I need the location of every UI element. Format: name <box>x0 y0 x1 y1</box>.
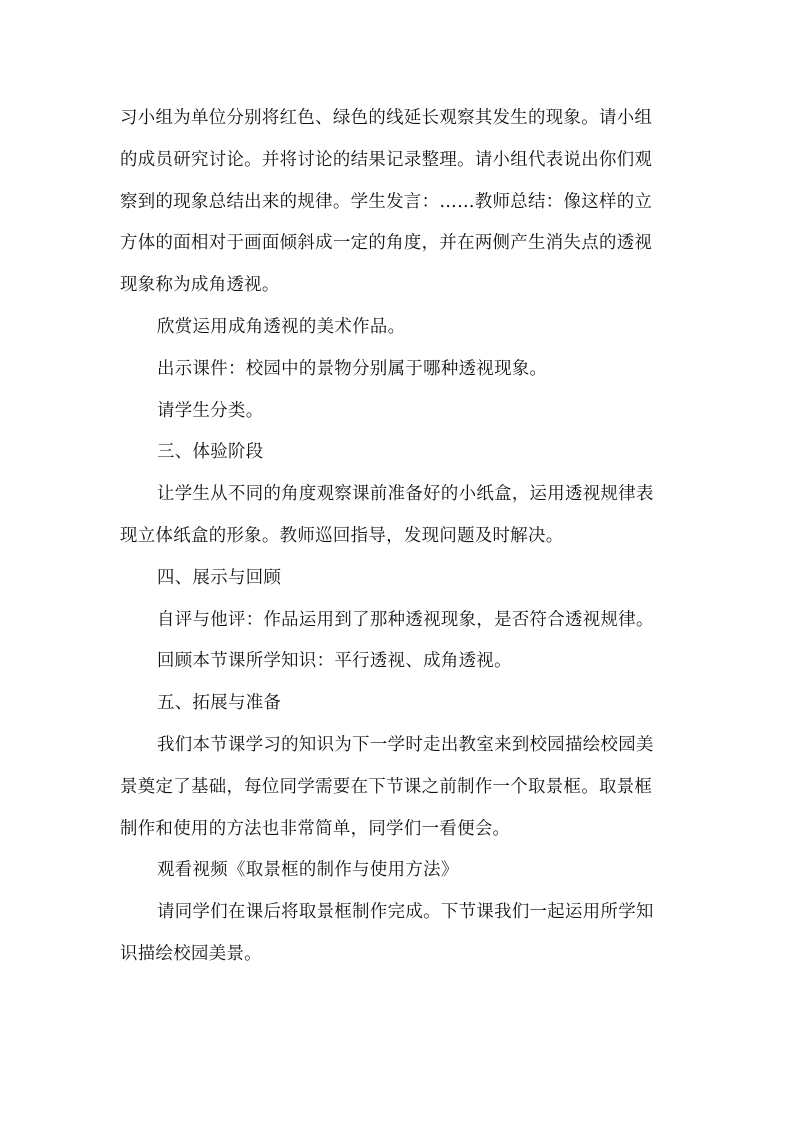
section-heading-extension: 五、拓展与准备 <box>157 693 282 714</box>
paragraph-viewfinder-intro: 我们本节课学习的知识为下一学时走出教室来到校园描绘校园美景奠定了基础，每位同学需要在下节课之前制作一个取景框。取景框制作和使用的方法也非常简单，同学们一看便会。 <box>120 734 654 839</box>
paragraph-classify: 请学生分类。 <box>157 400 264 421</box>
paragraph-review-knowledge: 回顾本节课所学知识：平行透视、成角透视。 <box>157 651 512 672</box>
paragraph-watch-video: 观看视频《取景框的制作与使用方法》 <box>157 860 459 881</box>
paragraph-observe-boxes: 让学生从不同的角度观察课前准备好的小纸盒，运用透视规律表现立体纸盒的形象。教师巡回指导，发现问题及时解决。 <box>120 484 654 546</box>
section-heading-display-review: 四、展示与回顾 <box>157 567 282 588</box>
document-body <box>120 98 660 976</box>
section-heading-experience: 三、体验阶段 <box>157 442 264 463</box>
paragraph-homework: 请同学们在课后将取景框制作完成。下节课我们一起运用所学知识描绘校园美景。 <box>120 902 654 964</box>
paragraph-appreciate-works: 欣赏运用成角透视的美术作品。 <box>157 316 406 337</box>
paragraph-continuation: 习小组为单位分别将红色、绿色的线延长观察其发生的现象。请小组的成员研究讨论。并将讨论的结果记录整理。请小组代表说出你们观察到的现象总结出来的规律。学生发言：……教师总结：像这样的立方体的面相对于画面倾斜成一定的角度，并在两侧产生消失点的透视现象称为成角透视。 <box>120 108 653 296</box>
paragraph-self-evaluation: 自评与他评：作品运用到了那种透视现象，是否符合透视规律。 <box>157 609 654 630</box>
paragraph-show-courseware: 出示课件：校园中的景物分别属于哪种透视现象。 <box>157 358 548 379</box>
